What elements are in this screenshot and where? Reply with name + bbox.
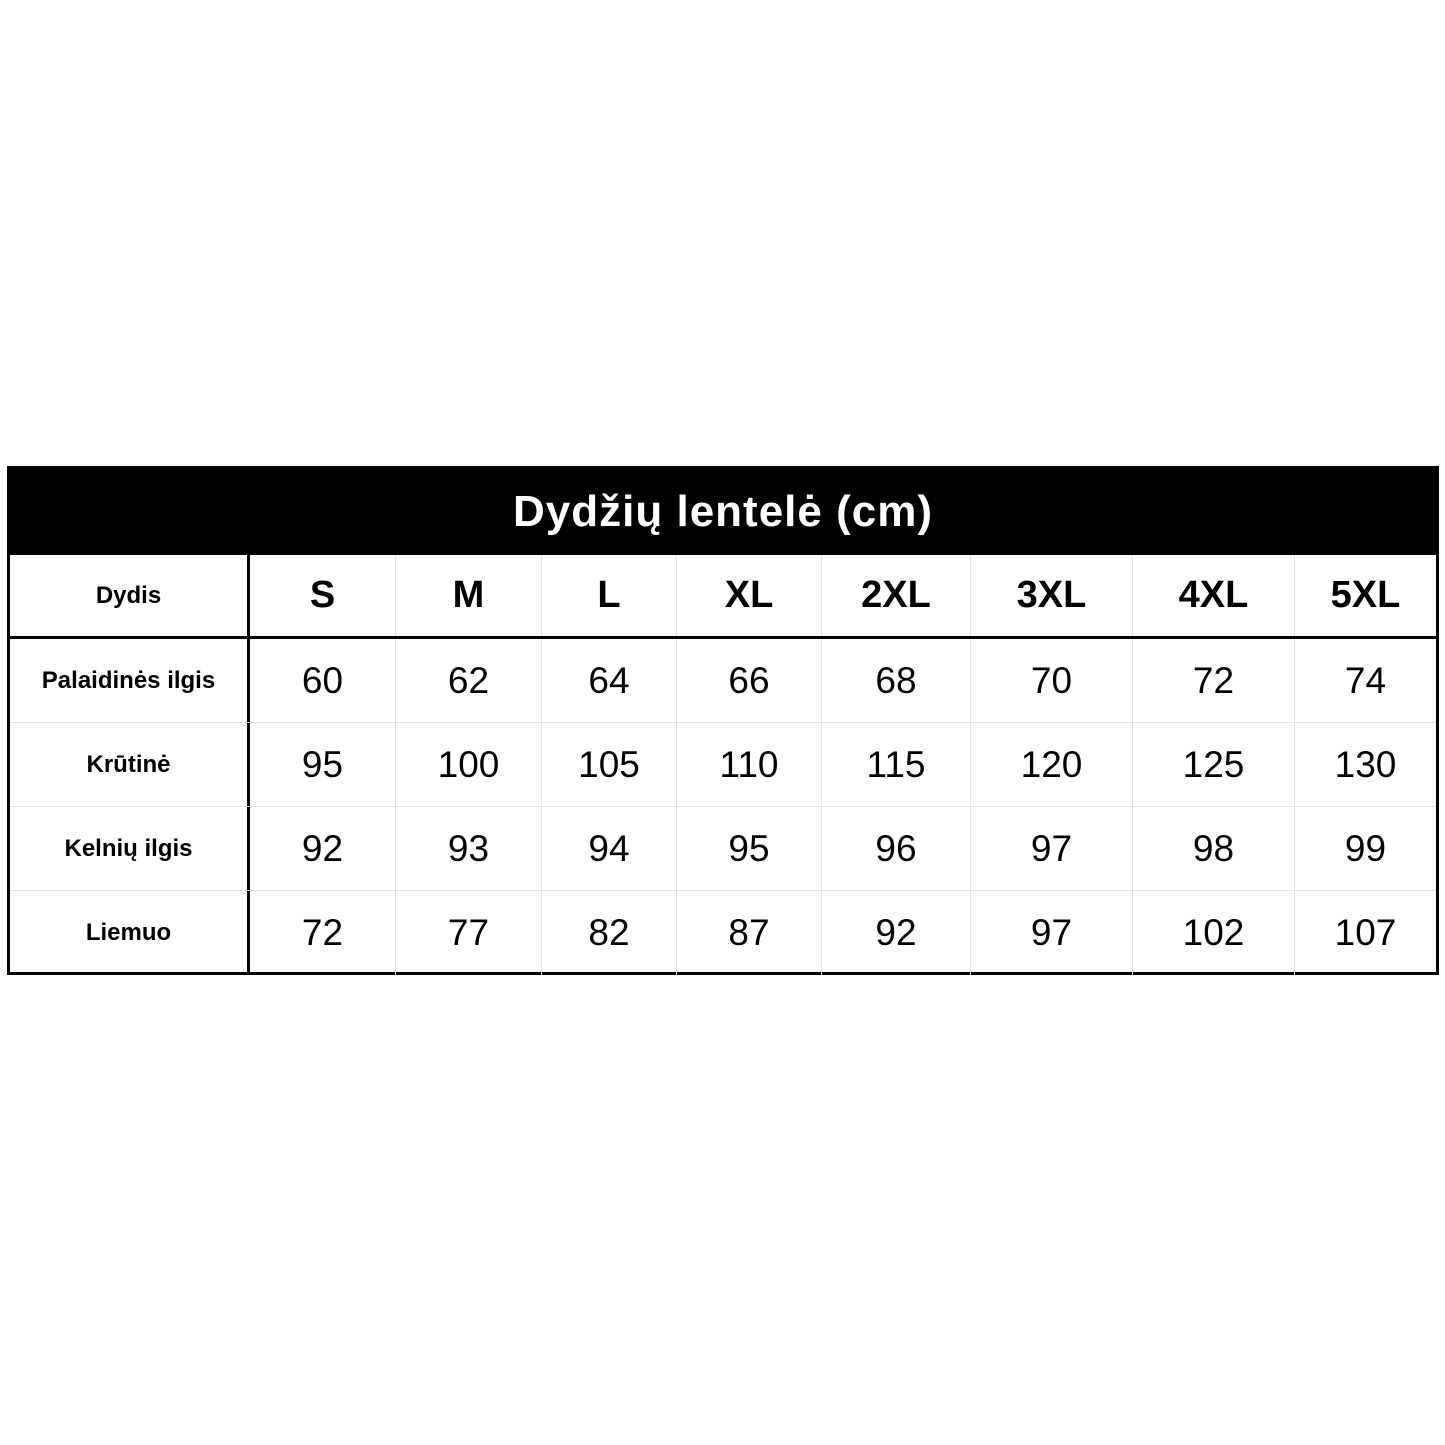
chart-grid — [10, 555, 1436, 972]
table-row — [10, 807, 1436, 891]
value-cell: 64 — [542, 639, 677, 722]
value-cell: 77 — [396, 891, 542, 975]
value-cell: 105 — [542, 723, 677, 806]
value-cell: 82 — [542, 891, 677, 975]
row-label: Kelnių ilgis — [10, 807, 250, 890]
table-row — [10, 891, 1436, 975]
value-cell: 68 — [822, 639, 971, 722]
value-cell: 102 — [1133, 891, 1295, 975]
value-cell: 110 — [677, 723, 822, 806]
size-header: 3XL — [971, 555, 1133, 636]
value-cell: 98 — [1133, 807, 1295, 890]
chart-title: Dydžių lentelė (cm) — [10, 469, 1436, 555]
value-cell: 72 — [250, 891, 396, 975]
value-cell: 72 — [1133, 639, 1295, 722]
value-cell: 99 — [1344, 827, 1387, 869]
size-header: XL — [677, 555, 822, 636]
size-header: S — [250, 555, 396, 636]
table-row — [10, 639, 1436, 723]
row-label: Palaidinės ilgis — [10, 639, 250, 722]
value-cell: 74 — [1344, 659, 1387, 701]
value-cell: 97 — [971, 807, 1133, 890]
size-header: 5XL — [1330, 574, 1401, 616]
table-row — [10, 723, 1436, 807]
size-header: M — [396, 555, 542, 636]
value-cell: 92 — [822, 891, 971, 975]
value-cell: 125 — [1133, 723, 1295, 806]
value-cell: 95 — [677, 807, 822, 890]
value-cell: 93 — [396, 807, 542, 890]
value-cell: 120 — [971, 723, 1133, 806]
value-cell: 107 — [1334, 912, 1397, 953]
value-cell: 94 — [542, 807, 677, 890]
size-header: 4XL — [1133, 555, 1295, 636]
value-cell: 96 — [822, 807, 971, 890]
value-cell: 130 — [1334, 743, 1397, 785]
value-cell: 70 — [971, 639, 1133, 722]
header-label: Dydis — [10, 555, 250, 636]
size-header: 2XL — [822, 555, 971, 636]
row-label: Krūtinė — [10, 723, 250, 806]
size-header: L — [542, 555, 677, 636]
value-cell: 97 — [971, 891, 1133, 975]
value-cell: 95 — [250, 723, 396, 806]
row-label: Liemuo — [10, 891, 250, 975]
header-row — [10, 555, 1436, 639]
size-chart-table — [7, 466, 1439, 975]
value-cell: 62 — [396, 639, 542, 722]
value-cell: 60 — [250, 639, 396, 722]
value-cell: 115 — [822, 723, 971, 806]
value-cell: 66 — [677, 639, 822, 722]
value-cell: 100 — [396, 723, 542, 806]
value-cell: 87 — [677, 891, 822, 975]
value-cell: 92 — [250, 807, 396, 890]
